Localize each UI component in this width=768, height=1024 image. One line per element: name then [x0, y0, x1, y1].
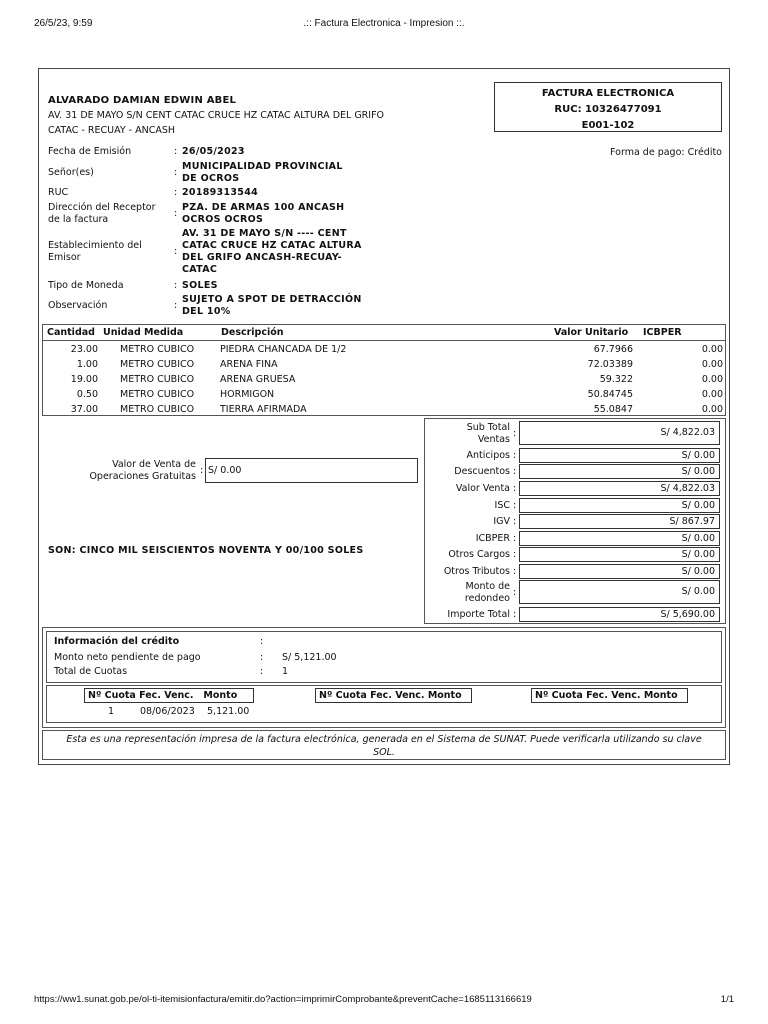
colon: :: [174, 146, 178, 157]
establecimiento-label: [48, 240, 142, 264]
item-qty: 19.00: [70, 374, 98, 385]
descuentos-value: S/ 0.00: [519, 464, 720, 479]
item-unit: METRO CUBICO: [120, 404, 195, 415]
item-icbper: 0.00: [701, 344, 723, 355]
moneda-value: SOLES: [182, 280, 218, 291]
otros-tributos-value: S/ 0.00: [519, 564, 720, 579]
ruc-value: 20189313544: [182, 187, 259, 198]
cuota-header-1: Nº Cuota Fec. Venc. Monto: [84, 688, 254, 703]
table-row: [43, 372, 725, 387]
direccion-value: [182, 202, 344, 226]
otros-cargos-label: Otros Cargos: [448, 549, 510, 560]
moneda-label: Tipo de Moneda: [48, 280, 124, 291]
ruc-label: RUC: [48, 187, 69, 198]
cuotas-value: 1: [282, 666, 289, 677]
direccion-value-line1: PZA. DE ARMAS 100 ANCASH: [182, 202, 345, 213]
header-unidad: Unidad Medida: [103, 327, 184, 338]
colon: :: [260, 652, 264, 663]
colon: :: [513, 483, 517, 494]
colon: :: [174, 167, 178, 178]
legal-note-line1: Esta es una representación impresa de la factura electrónica, generada en el Sistema de SUNAT. Puede verificarla utilizando su clave: [66, 734, 702, 745]
gratuitas-label-line1: Valor de Venta de: [112, 459, 196, 470]
redondeo-label-line1: Monto de: [465, 581, 510, 592]
colon: :: [513, 609, 517, 620]
importe-total-value: S/ 5,690.00: [519, 607, 720, 622]
gratuitas-label-line2: Operaciones Gratuitas: [89, 471, 196, 482]
colon: :: [174, 300, 178, 311]
gratuitas-label: [80, 459, 196, 483]
observacion-value-line2: DEL 10%: [182, 306, 231, 317]
establecimiento-value-line4: CATAC: [182, 264, 218, 275]
direccion-value-line2: OCROS OCROS: [182, 214, 264, 225]
establecimiento-value-line1: AV. 31 DE MAYO S/N ---- CENT: [182, 228, 347, 239]
direccion-label-line2: de la factura: [48, 214, 109, 225]
otros-cargos-value: S/ 0.00: [519, 547, 720, 562]
direccion-label: [48, 202, 156, 226]
cuota-number: 1: [108, 706, 115, 717]
table-row: [43, 387, 725, 402]
anticipos-value: S/ 0.00: [519, 448, 720, 463]
pendiente-value: S/ 5,121.00: [282, 652, 337, 663]
fecha-value: 26/05/2023: [182, 146, 245, 157]
senor-label: Señor(es): [48, 167, 94, 178]
item-qty: 0.50: [76, 389, 98, 400]
subtotal-label-line1: Sub Total: [466, 422, 510, 433]
print-page-count: 1/1: [720, 994, 734, 1005]
subtotal-label: [424, 422, 510, 446]
item-icbper: 0.00: [701, 359, 723, 370]
item-icbper: 0.00: [701, 404, 723, 415]
print-url: https://ww1.sunat.gob.pe/ol-ti-itemisionfactura/emitir.do?action=imprimirComprobante&preventCache=1685113166619: [34, 994, 532, 1005]
colon: :: [513, 566, 517, 577]
item-unit: METRO CUBICO: [120, 344, 195, 355]
otros-tributos-label: Otros Tributos: [443, 566, 510, 577]
observacion-label: Observación: [48, 300, 108, 311]
colon: :: [513, 516, 517, 527]
icbper-value: S/ 0.00: [519, 531, 720, 546]
item-desc: ARENA FINA: [220, 359, 278, 370]
importe-total-label: Importe Total: [447, 609, 510, 620]
item-price: 55.0847: [593, 404, 633, 415]
item-unit: METRO CUBICO: [120, 359, 195, 370]
igv-label: IGV: [493, 516, 510, 527]
isc-label: ISC: [494, 500, 510, 511]
colon: :: [513, 587, 517, 598]
colon: :: [513, 450, 517, 461]
observacion-value: [182, 294, 362, 318]
colon: :: [260, 666, 264, 677]
descuentos-label: Descuentos: [454, 466, 510, 477]
senor-value: [182, 161, 343, 185]
print-datetime: 26/5/23, 9:59: [34, 18, 93, 29]
cuota-fecha: 08/06/2023: [140, 706, 195, 717]
emitter-name: ALVARADO DAMIAN EDWIN ABEL: [48, 95, 237, 106]
redondeo-value: S/ 0.00: [519, 580, 720, 604]
colon: :: [174, 246, 178, 257]
document-number: E001-102: [581, 120, 635, 131]
cuota-monto: 5,121.00: [207, 706, 250, 717]
item-icbper: 0.00: [701, 389, 723, 400]
valor-venta-label: Valor Venta: [455, 483, 510, 494]
establecimiento-label-line2: Emisor: [48, 252, 81, 263]
subtotal-label-line2: Ventas: [477, 434, 510, 445]
table-row: [43, 357, 725, 372]
colon: :: [513, 549, 517, 560]
item-unit: METRO CUBICO: [120, 389, 195, 400]
igv-value: S/ 867.97: [519, 514, 720, 529]
cuota-header-2: Nº Cuota Fec. Venc. Monto: [315, 688, 472, 703]
colon: :: [260, 636, 264, 647]
legal-note: [42, 730, 726, 760]
document-id-box: [494, 82, 722, 132]
fecha-label: Fecha de Emisión: [48, 146, 132, 157]
item-price: 67.7966: [593, 344, 633, 355]
direccion-label-line1: Dirección del Receptor: [48, 202, 156, 213]
pendiente-label: Monto neto pendiente de pago: [54, 652, 201, 663]
items-table: [42, 324, 726, 416]
establecimiento-value-line3: DEL GRIFO ANCASH-RECUAY-: [182, 252, 342, 263]
redondeo-label: [424, 581, 510, 605]
colon: :: [174, 280, 178, 291]
colon: :: [513, 466, 517, 477]
item-unit: METRO CUBICO: [120, 374, 195, 385]
item-qty: 23.00: [70, 344, 98, 355]
emitter-address-line1: AV. 31 DE MAYO S/N CENT CATAC CRUCE HZ CATAC ALTURA DEL GRIFO: [48, 110, 385, 121]
item-price: 72.03389: [587, 359, 633, 370]
item-desc: TIERRA AFIRMADA: [220, 404, 307, 415]
establecimiento-value: [182, 228, 362, 276]
item-qty: 1.00: [76, 359, 98, 370]
document-type: FACTURA ELECTRONICA: [541, 88, 675, 99]
gratuitas-value: S/ 0.00: [205, 458, 418, 483]
amount-in-words: SON: CINCO MIL SEISCIENTOS NOVENTA Y 00/100 SOLES: [48, 545, 364, 556]
establecimiento-value-line2: CATAC CRUCE HZ CATAC ALTURA: [182, 240, 362, 251]
colon: :: [174, 208, 178, 219]
item-icbper: 0.00: [701, 374, 723, 385]
anticipos-label: Anticipos: [466, 450, 510, 461]
document-ruc: RUC: 10326477091: [554, 104, 662, 115]
emitter-address-line2: CATAC - RECUAY - ANCASH: [48, 125, 176, 136]
forma-pago: Forma de pago: Crédito: [610, 147, 722, 158]
table-row: [43, 402, 725, 417]
item-price: 50.84745: [587, 389, 633, 400]
redondeo-label-line2: redondeo: [464, 593, 510, 604]
item-desc: HORMIGON: [220, 389, 275, 400]
colon: :: [174, 187, 178, 198]
senor-value-line2: DE OCROS: [182, 173, 240, 184]
header-icbper: ICBPER: [643, 327, 682, 338]
cuota-header-3: Nº Cuota Fec. Venc. Monto: [531, 688, 688, 703]
colon: :: [200, 465, 204, 476]
observacion-value-line1: SUJETO A SPOT DE DETRACCIÓN: [182, 294, 362, 305]
item-desc: PIEDRA CHANCADA DE 1/2: [220, 344, 347, 355]
header-descripcion: Descripción: [221, 327, 284, 338]
valor-venta-value: S/ 4,822.03: [519, 481, 720, 496]
legal-note-line2: SOL.: [373, 747, 395, 758]
items-table-header: [43, 325, 725, 341]
print-page-title: .:: Factura Electronica - Impresion ::.: [303, 18, 465, 29]
icbper-label: ICBPER: [475, 533, 510, 544]
senor-value-line1: MUNICIPALIDAD PROVINCIAL: [182, 161, 343, 172]
colon: :: [513, 428, 517, 439]
colon: :: [513, 533, 517, 544]
table-row: [43, 342, 725, 357]
subtotal-value: S/ 4,822.03: [519, 421, 720, 445]
item-price: 59.322: [599, 374, 633, 385]
header-valor-unitario: Valor Unitario: [554, 327, 629, 338]
header-cantidad: Cantidad: [47, 327, 95, 338]
item-qty: 37.00: [70, 404, 98, 415]
credit-title: Información del crédito: [54, 636, 180, 647]
isc-value: S/ 0.00: [519, 498, 720, 513]
item-desc: ARENA GRUESA: [220, 374, 296, 385]
colon: :: [513, 500, 517, 511]
cuotas-label: Total de Cuotas: [54, 666, 128, 677]
establecimiento-label-line1: Establecimiento del: [48, 240, 142, 251]
